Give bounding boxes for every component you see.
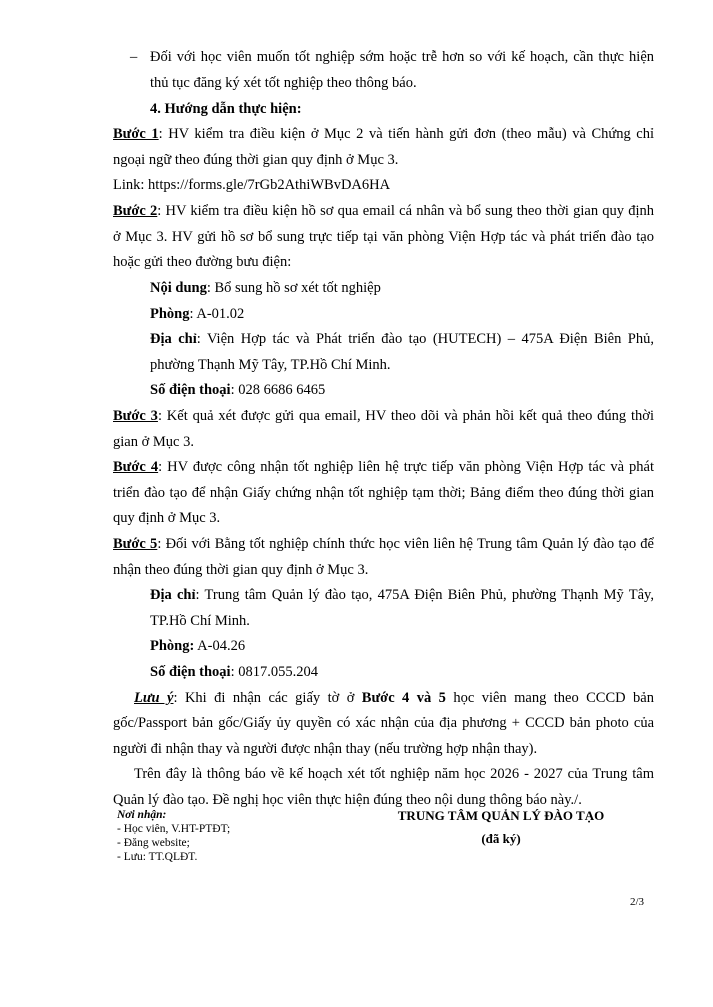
step-2-line xyxy=(113,202,654,220)
phong-label: Phòng xyxy=(150,306,190,322)
dia-chi-2-line xyxy=(150,586,654,604)
dia-chi-line xyxy=(150,330,654,348)
paragraph-line: ngoại ngữ theo đúng thời gian quy định ở Mục 3. xyxy=(113,152,399,168)
paragraph-line: Đối với học viên muốn tốt nghiệp sớm hoặc trễ hơn so với kế hoạch, cần thực hiện xyxy=(150,49,654,65)
luu-y-label: Lưu ý xyxy=(134,690,174,706)
luu-y-text: : Khi đi nhận các giấy tờ ở xyxy=(173,690,362,706)
step-3-label: Bước 3 xyxy=(113,408,158,424)
step-1-line xyxy=(113,125,654,143)
luu-y-text-2: học viên mang theo CCCD bản xyxy=(445,690,654,706)
paragraph-line: triển đào tạo để nhận Giấy chứng nhận tốt nghiệp tạm thời; Bảng điểm theo đúng thời gian xyxy=(113,485,654,501)
step-4-line xyxy=(113,458,654,476)
list-dash: – xyxy=(130,49,138,65)
signer-org: TRUNG TÂM QUẢN LÝ ĐÀO TẠO xyxy=(397,808,605,823)
dia-chi-2-label: Địa chỉ xyxy=(150,587,196,603)
step-5-text: : Đối với Bằng tốt nghiệp chính thức học viên liên hệ Trung tâm Quản lý đào tạo để xyxy=(157,536,654,552)
noi-dung-label: Nội dung xyxy=(150,280,207,296)
phong-value: : A-01.02 xyxy=(189,306,245,322)
luu-y-bold: Bước 4 và 5 xyxy=(361,690,446,706)
phong-line xyxy=(150,305,654,323)
step-4-text: : HV được công nhận tốt nghiệp liên hệ trực tiếp văn phòng Viện Hợp tác và phát xyxy=(158,459,654,475)
step-1-text: : HV kiểm tra điều kiện ở Mục 2 và tiến hành gửi đơn (theo mẫu) và Chứng chỉ xyxy=(158,126,655,142)
paragraph-line: gốc/Passport bản gốc/Giấy ủy quyền có xác nhận của địa phương + CCCD bản photo của xyxy=(113,715,654,731)
step-5-line xyxy=(113,535,654,553)
paragraph-line: hoặc gửi theo đường bưu điện: xyxy=(113,254,292,270)
form-link[interactable]: Link: https://forms.gle/7rGb2AthiWBvDA6HA xyxy=(113,177,391,193)
closing-line: Trên đây là thông báo về kế hoạch xét tốt nghiệp năm học 2026 - 2027 của Trung tâm xyxy=(134,766,654,782)
recipient-item: - Lưu: TT.QLĐT. xyxy=(117,851,198,863)
step-2-text: : HV kiểm tra điều kiện hồ sơ qua email cá nhân và bổ sung theo thời gian quy định xyxy=(157,203,654,219)
paragraph-line: người đi nhận thay và người được nhận thay (nếu trường hợp nhận thay). xyxy=(113,741,538,757)
step-5-label: Bước 5 xyxy=(113,536,158,552)
step-4-label: Bước 4 xyxy=(113,459,159,475)
dia-chi-2-value: : Trung tâm Quản lý đào tạo, 475A Điện Biên Phủ, phường Thạnh Mỹ Tây, xyxy=(195,587,654,603)
sdt-2-value: : 0817.055.204 xyxy=(230,664,318,680)
closing-line: Quản lý đào tạo. Đề nghị học viên thực hiện đúng theo nội dung thông báo này./. xyxy=(113,792,582,808)
noi-dung-line xyxy=(150,279,654,297)
phong-2-value: A-04.26 xyxy=(194,638,246,654)
signed-note: (đã ký) xyxy=(481,831,521,846)
paragraph-line: quy định ở Mục 3. xyxy=(113,510,221,526)
recipient-item: - Học viên, V.HT-PTĐT; xyxy=(117,823,231,835)
step-3-line xyxy=(113,407,654,425)
paragraph-line: gian ở Mục 3. xyxy=(113,434,194,450)
noi-dung-value: : Bổ sung hồ sơ xét tốt nghiệp xyxy=(206,280,381,296)
step-3-text: : Kết quả xét được gửi qua email, HV theo dõi và phản hồi kết quả theo đúng thời xyxy=(157,408,654,424)
sdt-line xyxy=(150,381,654,399)
paragraph-line: ở Mục 3. HV gửi hồ sơ bổ sung trực tiếp tại văn phòng Viện Hợp tác và phát triển đào tạo xyxy=(113,229,654,245)
paragraph-line: phường Thạnh Mỹ Tây, TP.Hồ Chí Minh. xyxy=(150,357,391,373)
step-2-label: Bước 2 xyxy=(113,203,158,219)
sdt-value: : 028 6686 6465 xyxy=(230,382,326,398)
sdt-2-label: Số điện thoại xyxy=(150,664,231,680)
paragraph-line: thủ tục đăng ký xét tốt nghiệp theo thông báo. xyxy=(150,75,417,91)
dia-chi-value: : Viện Hợp tác và Phát triển đào tạo (HUTECH) – 475A Điện Biên Phủ, xyxy=(196,331,654,347)
recipients-title: Nơi nhận: xyxy=(117,809,167,821)
luu-y-line xyxy=(134,689,654,707)
sdt-label: Số điện thoại xyxy=(150,382,231,398)
paragraph-line: nhận theo đúng thời gian quy định ở Mục 3. xyxy=(113,562,369,578)
phong-2-line xyxy=(150,637,654,655)
sdt-2-line xyxy=(150,663,654,681)
paragraph-line: TP.Hồ Chí Minh. xyxy=(150,613,250,629)
phong-2-label: Phòng: xyxy=(150,638,195,654)
recipients-block xyxy=(117,808,230,864)
dia-chi-label: Địa chỉ xyxy=(150,331,197,347)
page-number: 2/3 xyxy=(630,896,645,908)
step-1-label: Bước 1 xyxy=(113,126,159,142)
section-heading: 4. Hướng dẫn thực hiện: xyxy=(150,101,302,117)
recipient-item: - Đăng website; xyxy=(117,837,190,849)
